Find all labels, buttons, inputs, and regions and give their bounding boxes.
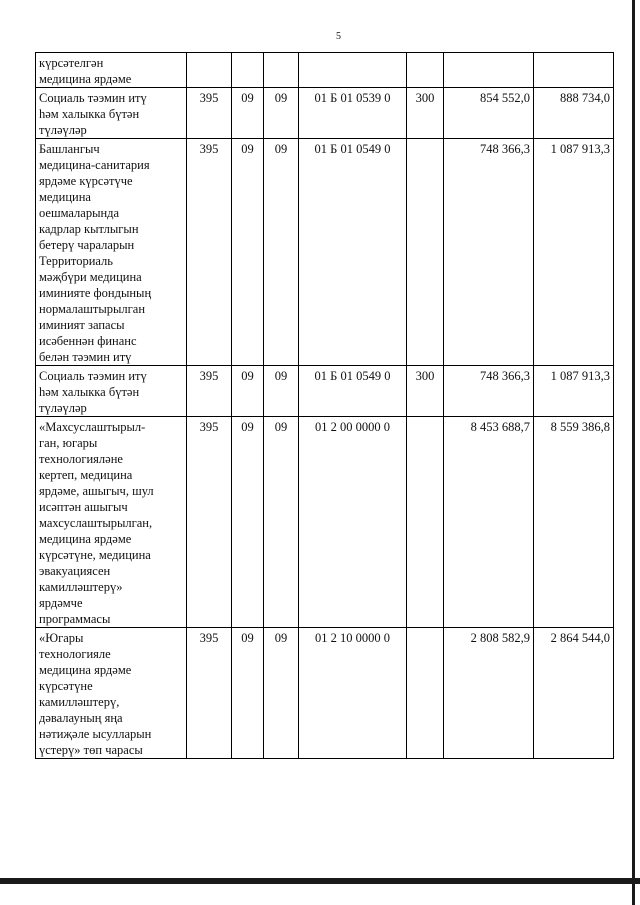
row-name-line: медицина ярдәме (39, 663, 132, 677)
row-name-line: эвакуациясен (39, 564, 111, 578)
row-name-line: исәптән ашыгыч (39, 500, 128, 514)
row-name-line: медицина-санитария (39, 158, 150, 172)
row-name-line: Социаль тәэмин итү (39, 91, 147, 105)
amount-year1-cell: 8 453 688,7 (444, 417, 534, 628)
expense-type-cell (407, 417, 444, 628)
table-row (36, 88, 614, 139)
section-code-cell: 09 (232, 139, 264, 366)
target-article-cell: 01 Б 01 0539 0 (299, 88, 407, 139)
subsection-code-cell: 09 (264, 628, 299, 759)
row-name-line: һәм халыкка бүтән (39, 385, 140, 399)
row-name-line: Социаль тәэмин итү (39, 369, 147, 383)
row-name-line: иминият запасы (39, 318, 125, 332)
amount-year1-cell: 748 366,3 (444, 366, 534, 417)
expense-type-cell (407, 53, 444, 88)
scan-edge-bottom (0, 878, 640, 884)
row-name-line: күрсәтүне, медицина (39, 548, 151, 562)
row-name-line: түләүләр (39, 401, 87, 415)
ministry-code-cell: 395 (187, 88, 232, 139)
row-name-line: белән тәэмин итү (39, 350, 132, 364)
row-name-line: камилләштерү» (39, 580, 123, 594)
amount-year2-cell: 888 734,0 (534, 88, 614, 139)
section-code-cell (232, 53, 264, 88)
row-name-line: мәҗбүри медицина (39, 270, 142, 284)
amount-year1-cell: 2 808 582,9 (444, 628, 534, 759)
table-row (36, 628, 614, 759)
page-number: 5 (336, 31, 341, 42)
row-name-line: нормалаштырылган (39, 302, 146, 316)
target-article-cell: 01 2 00 0000 0 (299, 417, 407, 628)
ministry-code-cell (187, 53, 232, 88)
row-name-line: үстерү» төп чарасы (39, 743, 143, 757)
amount-year2-cell: 1 087 913,3 (534, 366, 614, 417)
ministry-code-cell: 395 (187, 139, 232, 366)
subsection-code-cell: 09 (264, 139, 299, 366)
target-article-cell: 01 Б 01 0549 0 (299, 366, 407, 417)
section-code-cell: 09 (232, 88, 264, 139)
subsection-code-cell (264, 53, 299, 88)
expense-type-cell: 300 (407, 366, 444, 417)
expense-type-cell: 300 (407, 88, 444, 139)
table-row (36, 417, 614, 628)
target-article-cell: 01 Б 01 0549 0 (299, 139, 407, 366)
ministry-code-cell: 395 (187, 628, 232, 759)
row-name-cell (36, 417, 187, 628)
expense-type-cell (407, 139, 444, 366)
table-row (36, 53, 614, 88)
budget-table (35, 52, 614, 759)
amount-year2-cell (534, 53, 614, 88)
row-name-line: ярдәме, ашыгыч, шул (39, 484, 154, 498)
section-code-cell: 09 (232, 628, 264, 759)
row-name-line: медицина (39, 190, 91, 204)
row-name-cell (36, 53, 187, 88)
ministry-code-cell: 395 (187, 366, 232, 417)
table-row (36, 366, 614, 417)
row-name-cell (36, 366, 187, 417)
row-name-line: махсуслаштырылган, (39, 516, 153, 530)
row-name-line: Территориаль (39, 254, 113, 268)
table-row (36, 139, 614, 366)
amount-year1-cell (444, 53, 534, 88)
scan-edge-right (632, 0, 635, 905)
row-name-line: күрсәтүне (39, 679, 93, 693)
row-name-cell (36, 88, 187, 139)
subsection-code-cell: 09 (264, 366, 299, 417)
row-name-line: ярдәме күрсәтүче (39, 174, 133, 188)
row-name-line: программасы (39, 612, 111, 626)
expense-type-cell (407, 628, 444, 759)
row-name-line: дәвалауның яңа (39, 711, 123, 725)
row-name-line: кертеп, медицина (39, 468, 133, 482)
row-name-line: ган, югары (39, 436, 98, 450)
subsection-code-cell: 09 (264, 417, 299, 628)
row-name-line: нәтиҗәле ысулларын (39, 727, 152, 741)
row-name-line: ярдәмче (39, 596, 83, 610)
row-name-line: Башлангыч (39, 142, 100, 156)
section-code-cell: 09 (232, 417, 264, 628)
row-name-line: күрсәтелгән (39, 56, 104, 70)
row-name-line: һәм халыкка бүтән (39, 107, 140, 121)
row-name-line: иминияте фондының (39, 286, 152, 300)
row-name-line: камилләштерү, (39, 695, 120, 709)
row-name-line: оешмаларында (39, 206, 120, 220)
row-name-line: медицина ярдәме (39, 532, 132, 546)
row-name-line: технологияле (39, 647, 111, 661)
amount-year2-cell: 1 087 913,3 (534, 139, 614, 366)
row-name-line: бетерү чараларын (39, 238, 135, 252)
section-code-cell: 09 (232, 366, 264, 417)
row-name-line: кадрлар кытлыгын (39, 222, 139, 236)
amount-year2-cell: 2 864 544,0 (534, 628, 614, 759)
row-name-line: «Махсуслаштырыл- (39, 420, 146, 434)
ministry-code-cell: 395 (187, 417, 232, 628)
amount-year1-cell: 748 366,3 (444, 139, 534, 366)
row-name-line: «Югары (39, 631, 84, 645)
amount-year1-cell: 854 552,0 (444, 88, 534, 139)
row-name-cell (36, 628, 187, 759)
row-name-line: исәбеннән финанс (39, 334, 137, 348)
row-name-line: түләүләр (39, 123, 87, 137)
target-article-cell (299, 53, 407, 88)
subsection-code-cell: 09 (264, 88, 299, 139)
row-name-line: технологияләне (39, 452, 123, 466)
row-name-line: медицина ярдәме (39, 72, 132, 86)
amount-year2-cell: 8 559 386,8 (534, 417, 614, 628)
row-name-cell (36, 139, 187, 366)
target-article-cell: 01 2 10 0000 0 (299, 628, 407, 759)
